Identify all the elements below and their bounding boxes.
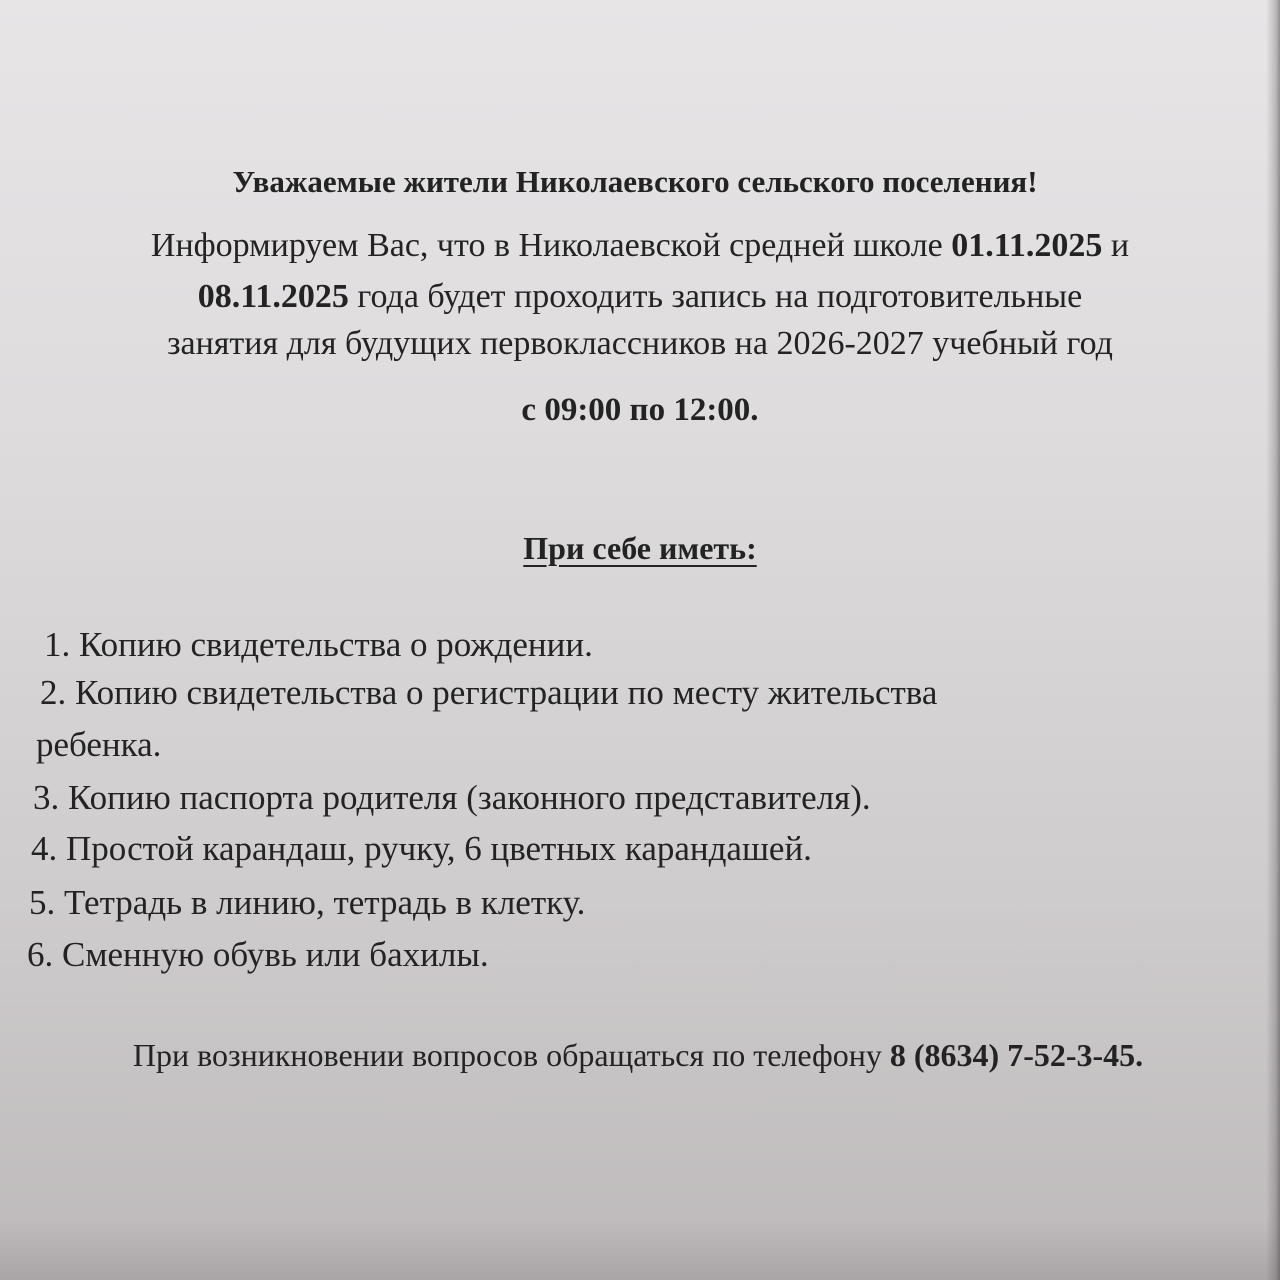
date-2: 08.11.2025 bbox=[197, 278, 349, 315]
info-line-3: занятия для будущих первоклассников на 2026-2027 учебный год bbox=[167, 325, 1113, 362]
bring-heading: При себе иметь: bbox=[523, 530, 757, 566]
paper-bottom-shade bbox=[0, 1220, 1280, 1280]
info-line-2-text: года будет проходить запись на подготовительные bbox=[348, 278, 1083, 315]
phone-number: 8 (8634) 7-52-3-45. bbox=[889, 1037, 1144, 1073]
list-item-continuation: ребенка. bbox=[36, 725, 162, 764]
time-range: с 09:00 по 12:00. bbox=[521, 392, 759, 428]
contact-text: При возникновении вопросов обращаться по телефону bbox=[132, 1037, 890, 1073]
info-line-1-and: и bbox=[1102, 227, 1130, 264]
list-item: 4. Простой карандаш, ручку, 6 цветных карандашей. bbox=[31, 829, 812, 868]
date-1: 01.11.2025 bbox=[951, 227, 1103, 264]
notice-heading: Уважаемые жители Николаевского сельского поселения! bbox=[232, 164, 1038, 199]
list-item: 1. Копию свидетельства о рождении. bbox=[44, 625, 593, 664]
paper-edge-shadow bbox=[1266, 0, 1280, 1280]
info-line-2 bbox=[0, 280, 1280, 314]
info-line-1 bbox=[0, 229, 1280, 263]
list-item: 6. Сменную обувь или бахилы. bbox=[27, 935, 489, 974]
info-line-1-text: Информируем Вас, что в Николаевской средней школе bbox=[150, 227, 952, 264]
list-item: 3. Копию паспорта родителя (законного представителя). bbox=[33, 778, 871, 817]
list-item: 2. Копию свидетельства о регистрации по месту жительства bbox=[40, 673, 938, 712]
list-item: 5. Тетрадь в линию, тетрадь в клетку. bbox=[29, 883, 586, 922]
contact-line bbox=[0, 1039, 1276, 1071]
